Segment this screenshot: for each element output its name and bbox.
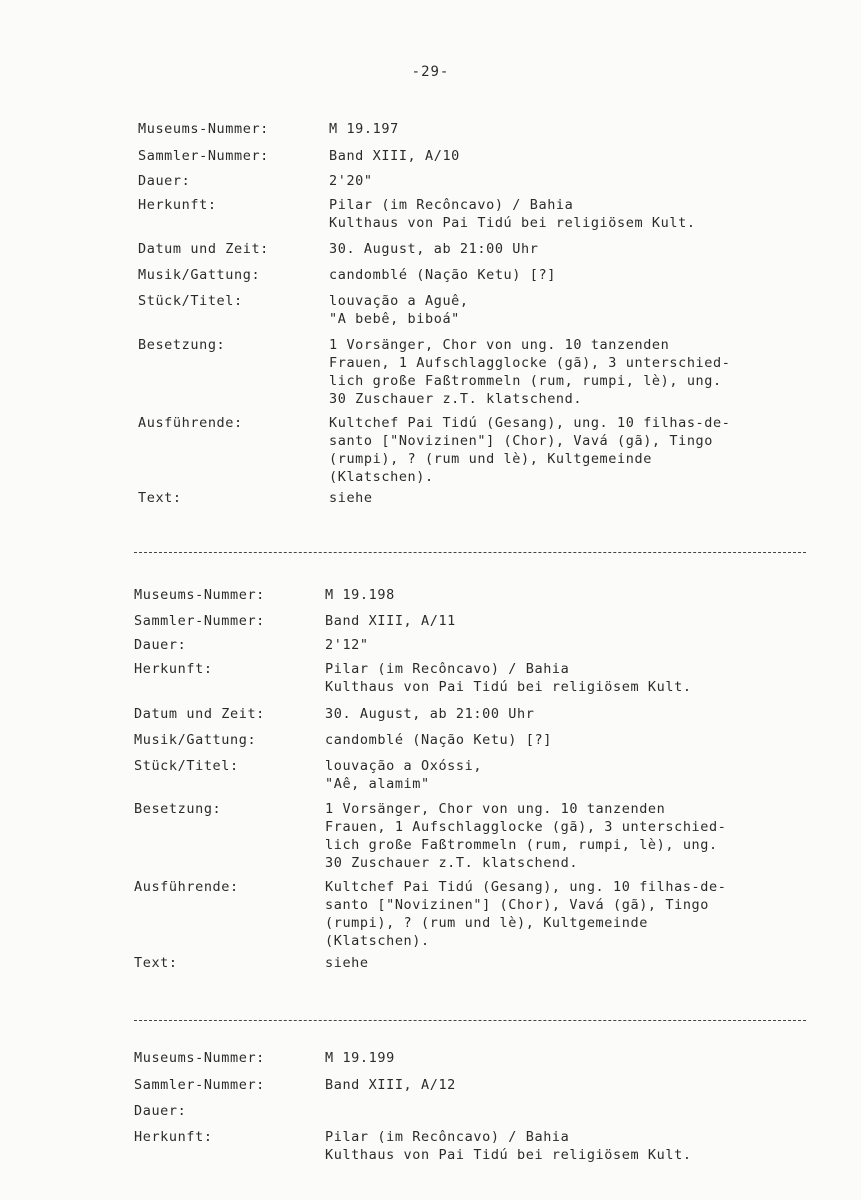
field-label: Datum und Zeit:	[134, 706, 265, 722]
page-number: -29-	[411, 64, 450, 80]
field-value-line: Pilar (im Recôncavo) / Bahia	[325, 1129, 570, 1145]
field-value-line: Band XIII, A/10	[329, 148, 460, 164]
field-label: Stück/Titel:	[138, 293, 243, 309]
field-value-line: louvação a Oxóssi,	[325, 758, 483, 774]
field-value-line: 1 Vorsänger, Chor von ung. 10 tanzenden	[325, 801, 666, 817]
field-value	[325, 878, 726, 950]
field-label: Herkunft:	[134, 1129, 213, 1145]
field-value	[325, 954, 369, 972]
field-label: Herkunft:	[134, 661, 213, 677]
field-value	[325, 586, 395, 604]
field-value-line: Kulthaus von Pai Tidú bei religiösem Kult.	[325, 1147, 692, 1163]
field-value-line: Band XIII, A/11	[325, 613, 456, 629]
field-label: Stück/Titel:	[134, 758, 239, 774]
field-value-line: Band XIII, A/12	[325, 1077, 456, 1093]
field-value	[325, 636, 369, 654]
field-label: Besetzung:	[134, 801, 222, 817]
field-value	[329, 240, 538, 258]
field-label: Herkunft:	[138, 197, 217, 213]
field-value-line: Frauen, 1 Aufschlagglocke (gã), 3 unterschied-	[329, 355, 731, 371]
field-label: Museums-Nummer:	[134, 587, 265, 603]
field-value-line: siehe	[329, 490, 373, 506]
field-value-line: candomblé (Nação Ketu) [?]	[329, 267, 556, 283]
field-label: Museums-Nummer:	[134, 1050, 265, 1066]
field-value-line: 30 Zuschauer z.T. klatschend.	[325, 855, 579, 871]
field-value-line: lich große Faßtrommeln (rum, rumpi, lè), ung.	[329, 373, 722, 389]
field-value-line: M 19.197	[329, 121, 399, 137]
field-value	[325, 705, 534, 723]
field-value-line: (Klatschen).	[329, 469, 434, 485]
field-value-line: Pilar (im Recôncavo) / Bahia	[329, 197, 574, 213]
field-label: Museums-Nummer:	[138, 121, 269, 137]
field-value-line: (rumpi), ? (rum und lè), Kultgemeinde	[329, 451, 652, 467]
field-value-line: Kultchef Pai Tidú (Gesang), ung. 10 filhas-de-	[325, 879, 727, 895]
field-value	[329, 489, 373, 507]
field-value-line: lich große Faßtrommeln (rum, rumpi, lè), ung.	[325, 837, 718, 853]
field-value-line: 30 Zuschauer z.T. klatschend.	[329, 391, 583, 407]
field-value	[329, 147, 460, 165]
field-label: Text:	[138, 490, 182, 506]
field-label: Besetzung:	[138, 337, 226, 353]
field-value-line: santo ["Novizinen"] (Chor), Vavá (gã), Tingo	[329, 433, 714, 449]
field-value	[329, 336, 730, 408]
field-value-line: (rumpi), ? (rum und lè), Kultgemeinde	[325, 915, 648, 931]
field-value	[329, 292, 469, 328]
field-label: Sammler-Nummer:	[134, 613, 265, 629]
field-value-line: Pilar (im Recôncavo) / Bahia	[325, 661, 570, 677]
field-value-line: (Klatschen).	[325, 933, 430, 949]
field-value	[325, 1128, 692, 1164]
field-value-line: Kulthaus von Pai Tidú bei religiösem Kult.	[325, 679, 692, 695]
field-label: Dauer:	[134, 1103, 187, 1119]
field-value	[329, 120, 399, 138]
field-value-line: Frauen, 1 Aufschlagglocke (gã), 3 unterschied-	[325, 819, 727, 835]
field-value	[325, 612, 456, 630]
field-value-line: 30. August, ab 21:00 Uhr	[325, 706, 535, 722]
field-value-line: M 19.198	[325, 587, 395, 603]
field-value-line: siehe	[325, 955, 369, 971]
record-divider	[134, 552, 806, 553]
field-value	[325, 1049, 395, 1067]
field-label: Sammler-Nummer:	[134, 1077, 265, 1093]
field-value-line: 1 Vorsänger, Chor von ung. 10 tanzenden	[329, 337, 670, 353]
field-value	[325, 660, 692, 696]
field-label: Datum und Zeit:	[138, 241, 269, 257]
field-label: Sammler-Nummer:	[138, 148, 269, 164]
field-label: Musik/Gattung:	[134, 732, 257, 748]
field-value	[329, 414, 730, 486]
field-label: Ausführende:	[134, 879, 239, 895]
field-value	[329, 172, 373, 190]
field-label: Dauer:	[134, 637, 187, 653]
field-value-line: "Aê, alamim"	[325, 776, 430, 792]
field-value-line: 2'12"	[325, 637, 369, 653]
field-value	[325, 1076, 456, 1094]
field-value	[325, 731, 552, 749]
field-value	[325, 800, 726, 872]
field-value-line: santo ["Novizinen"] (Chor), Vavá (gã), Tingo	[325, 897, 710, 913]
field-value-line: 2'20"	[329, 173, 373, 189]
field-value-line: M 19.199	[325, 1050, 395, 1066]
field-value	[325, 757, 482, 793]
field-label: Dauer:	[138, 173, 191, 189]
field-value	[329, 266, 556, 284]
field-label: Musik/Gattung:	[138, 267, 261, 283]
field-value-line: Kulthaus von Pai Tidú bei religiösem Kult.	[329, 215, 696, 231]
field-value-line: candomblé (Nação Ketu) [?]	[325, 732, 552, 748]
field-label: Text:	[134, 955, 178, 971]
field-value-line: 30. August, ab 21:00 Uhr	[329, 241, 539, 257]
field-value-line: louvação a Aguê,	[329, 293, 469, 309]
field-label: Ausführende:	[138, 415, 243, 431]
field-value	[329, 196, 696, 232]
field-value-line: "A bebê, biboá"	[329, 311, 460, 327]
field-value-line: Kultchef Pai Tidú (Gesang), ung. 10 filhas-de-	[329, 415, 731, 431]
record-divider	[134, 1020, 806, 1021]
